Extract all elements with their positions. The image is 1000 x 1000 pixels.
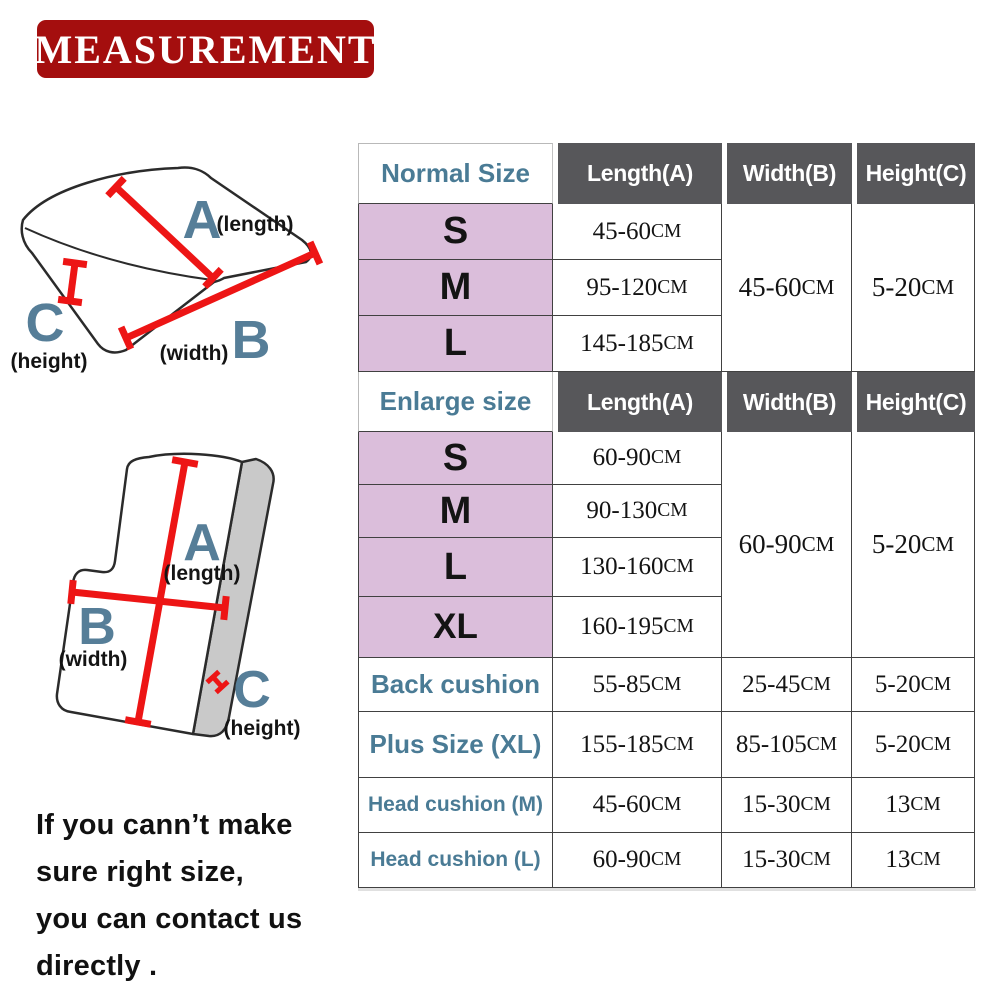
length-cell: 145-185 CM xyxy=(553,316,722,372)
seat-letter-c: C xyxy=(25,293,65,353)
seat-cushion-diagram xyxy=(8,158,348,398)
column-header-width: Width(B) xyxy=(722,143,852,204)
seat-label-width: (width) xyxy=(159,342,229,365)
height-cell: 13 CM xyxy=(852,833,975,888)
size-cell-xl: XL xyxy=(358,597,553,658)
column-header-height: Height(C) xyxy=(852,143,975,204)
length-cell: 155-185 CM xyxy=(553,712,722,778)
height-cell: 5-20 CM xyxy=(852,712,975,778)
length-cell: 130-160 CM xyxy=(553,538,722,597)
size-table xyxy=(358,143,976,888)
section-title-normal-size: Normal Size xyxy=(358,143,553,204)
row-label-plus-size: Plus Size (XL) xyxy=(358,712,553,778)
height-cell: 13 CM xyxy=(852,778,975,833)
row-label-head-cushion-m: Head cushion (M) xyxy=(358,778,553,833)
back-letter-a: A xyxy=(183,514,221,572)
shared-width-cell: 60-90 CM xyxy=(722,432,852,658)
column-header-height: Height(C) xyxy=(852,372,975,432)
back-cushion-diagram xyxy=(30,430,350,790)
back-label-length: (length) xyxy=(163,562,241,585)
column-header-width: Width(B) xyxy=(722,372,852,432)
size-cell-l: L xyxy=(358,538,553,597)
shared-width-cell: 45-60 CM xyxy=(722,204,852,372)
length-cell: 45-60 CM xyxy=(553,778,722,833)
column-header-length: Length(A) xyxy=(553,143,722,204)
size-cell-s: S xyxy=(358,204,553,260)
length-cell: 45-60 CM xyxy=(553,204,722,260)
back-letter-c: C xyxy=(233,661,271,719)
note-line: If you cann’t make xyxy=(36,809,293,841)
shared-height-cell: 5-20 CM xyxy=(852,204,975,372)
width-cell: 25-45 CM xyxy=(722,658,852,712)
size-cell-m: M xyxy=(358,485,553,538)
row-label-back-cushion: Back cushion xyxy=(358,658,553,712)
size-cell-m: M xyxy=(358,260,553,316)
row-label-head-cushion-l: Head cushion (L) xyxy=(358,833,553,888)
seat-label-height: (height) xyxy=(10,350,88,373)
length-cell: 90-130 CM xyxy=(553,485,722,538)
height-cell: 5-20 CM xyxy=(852,658,975,712)
length-cell: 55-85 CM xyxy=(553,658,722,712)
size-cell-s: S xyxy=(358,432,553,485)
length-cell: 60-90 CM xyxy=(553,833,722,888)
section-title-enlarge-size: Enlarge size xyxy=(358,372,553,432)
note-line: you can contact us xyxy=(36,903,303,935)
note-line: directly . xyxy=(36,950,158,982)
banner-title: MEASUREMENT xyxy=(34,26,377,72)
back-label-height: (height) xyxy=(223,717,301,740)
contact-note xyxy=(36,802,302,990)
seat-letter-b: B xyxy=(231,310,271,370)
column-header-length: Length(A) xyxy=(553,372,722,432)
length-cell: 60-90 CM xyxy=(553,432,722,485)
width-cell: 15-30 CM xyxy=(722,833,852,888)
measurement-banner xyxy=(34,20,377,78)
width-cell: 85-105 CM xyxy=(722,712,852,778)
size-cell-l: L xyxy=(358,316,553,372)
length-cell: 95-120 CM xyxy=(553,260,722,316)
length-cell: 160-195 CM xyxy=(553,597,722,658)
back-label-width: (width) xyxy=(58,648,128,671)
width-cell: 15-30 CM xyxy=(722,778,852,833)
note-line: sure right size, xyxy=(36,856,244,888)
shared-height-cell: 5-20 CM xyxy=(852,432,975,658)
back-letter-b: B xyxy=(78,598,116,656)
seat-letter-a: A xyxy=(182,190,222,250)
seat-label-length: (length) xyxy=(216,213,294,236)
